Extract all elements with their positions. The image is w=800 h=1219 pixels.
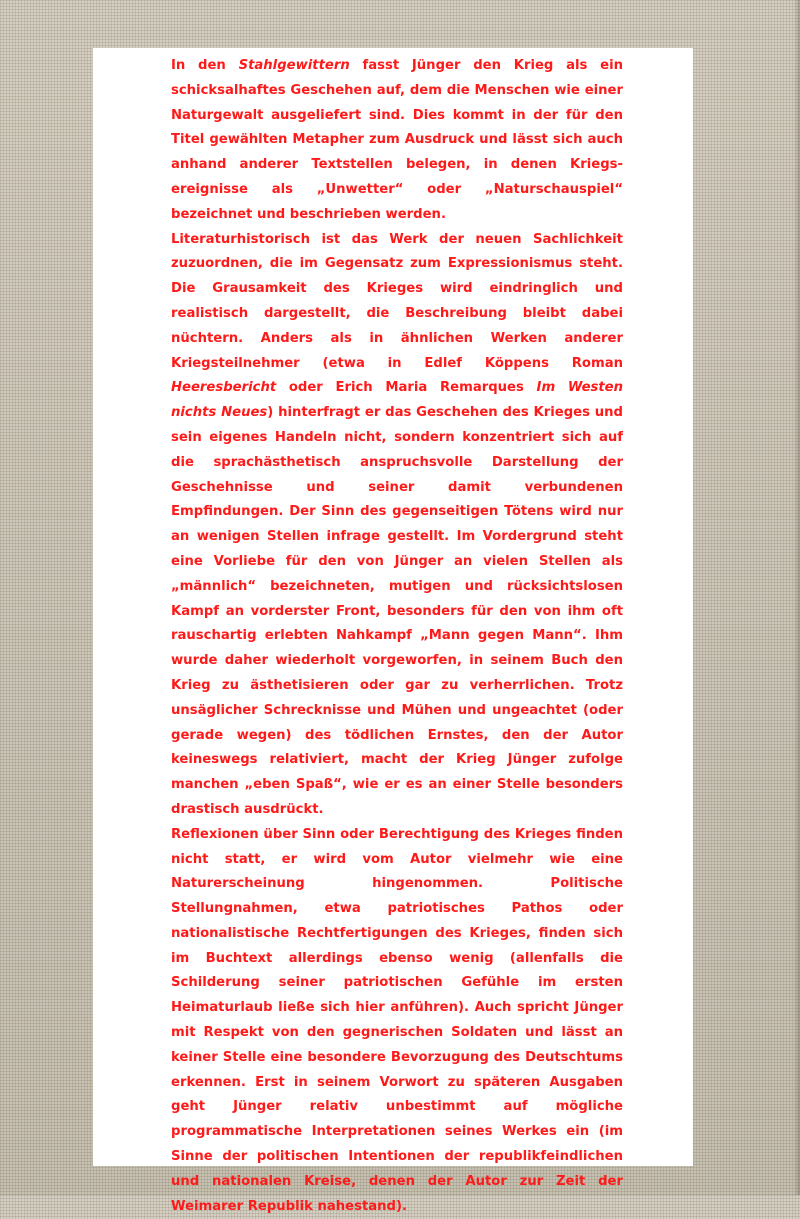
paper-sheet (93, 48, 693, 1214)
book-title: Stahlgewittern (238, 58, 350, 73)
text-segment: oder Erich Maria Remarques (276, 380, 537, 396)
book-title: Im Westen nichts Neues (171, 380, 624, 421)
paragraph-2 (171, 228, 623, 823)
text-segment: Literaturhistorisch ist das Werk der neuen Sachlichkeit zuzuordnen, die im Gegensatz zum Expressionismus steht. Die Grausamkeit des Krieges wird eindringlich und realistisch dargestellt, die Beschreibung bleibt dabei nüchtern. Anders als in ähnlichen Werken anderer Kriegsteilnehmer (etwa in Edlef Köppens Roman (171, 231, 623, 371)
document-body (171, 54, 623, 1219)
text-segment: Reflexionen über Sinn oder Berechtigung des Krieges finden nicht statt, er wird vom Autor vielmehr wie eine Naturerscheinung hingenommen. Politische Stellungnahmen, etwa patriotisches Pathos oder nationalistische Rechtfertigungen des Krieges, finden sich im Buchtext allerdings ebenso wenig (allenfalls die Schilderung seiner patriotischen Gefühle im ersten Heimaturlaub ließe sich hier anführen). Auch spricht Jünger mit Respekt von den gegnerischen Soldaten und lässt an keiner Stelle eine besondere Bevorzugung des Deutschtums erkennen. Erst in seinem Vorwort zu späteren Ausgaben geht Jünger relativ unbestimmt auf mögliche programmatische Interpretationen seines Werkes ein (im Sinne der politischen Intentionen der republikfeindlichen und nationalen Kreise, denen der Autor zur Zeit der Weimarer Republik nahestand). (171, 826, 623, 1214)
paragraph-1 (171, 54, 623, 228)
book-title: Heeresbericht (171, 380, 277, 396)
text-segment: fasst Jünger den Krieg als ein schicksalhaftes Geschehen auf, dem die Menschen wie einer Naturgewalt ausgeliefert sind. Dies kommt in der für den Titel gewählten Metapher zum Ausdruck und lässt sich auch anhand anderer Textstellen belegen, in denen Kriegsereignisse als „Unwetter“ oder „Naturschauspiel“ bezeichnet und beschrieben werden. (171, 58, 623, 222)
cover-edge-shadow (794, 0, 800, 1195)
paragraph-3 (171, 823, 623, 1219)
text-segment: In den (171, 58, 239, 73)
text-segment: ) hinterfragt er das Geschehen des Krieges und sein eigenes Handeln nicht, sondern konzentriert sich auf die sprachästhetisch anspruchsvolle Darstellung der Geschehnisse und seiner damit verbundenen Empfindungen. Der Sinn des gegenseitigen Tötens wird nur an wenigen Stellen infrage gestellt. Im Vordergrund steht eine Vorliebe für den von Jünger an vielen Stellen als „männlich“ bezeichneten, mutigen und rücksichtslosen Kampf an vorderster Front, besonders für den von ihm oft rauschartig erlebten Nahkampf „Mann gegen Mann“. Ihm wurde daher wiederholt vorgeworfen, in seinem Buch den Krieg zu ästhetisieren oder gar zu verherrlichen. Trotz unsäglicher Schrecknisse und Mühen und ungeachtet (oder gerade wegen) des tödlichen Ernstes, den der Autor keineswegs relativiert, macht der Krieg Jünger zufolge manchen „eben Spaß“, wie er es an einer Stelle besonders drastisch ausdrückt. (171, 405, 623, 817)
